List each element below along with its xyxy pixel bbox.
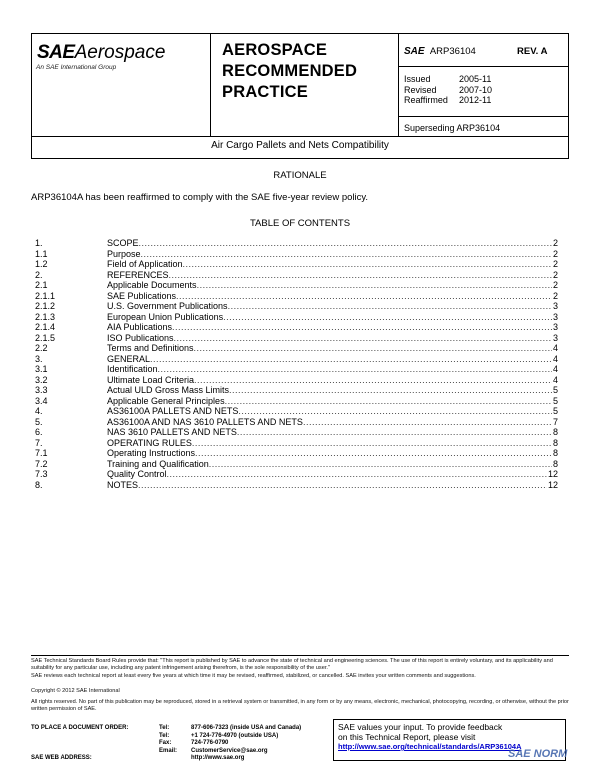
toc-entry-number: 2.1.2 <box>35 301 56 311</box>
toc-entry[interactable] <box>35 249 558 260</box>
toc-entry-page: 8 <box>552 458 558 469</box>
toc-leader-dots <box>141 249 552 260</box>
toc-entry-page: 5 <box>552 395 558 406</box>
toc-entry-number: 7.2 <box>35 458 48 469</box>
toc-leader-dots <box>172 322 552 333</box>
feedback-link[interactable]: http://www.sae.org/technical/standards/ARP36104A <box>338 742 522 751</box>
toc-entry-number: 2. <box>35 269 43 280</box>
document-page: SAEAerospace An SAE International Group AEROSPACE RECOMMENDED PRACTICE SAE ARP36104 REV. A Issued 2005-11 Revised 2007-10 Reaffirmed 2012-11 Superseding ARP36104 Air Cargo Pallets and Nets Compatibility RATIONALE ARP36104A has been reaffirmed to comply with the SAE five-year review policy. TABLE OF CONTENTS 1. SCOPE ..... 2 1.1 Purpose ..... 2 1.2 Field of Application ..... 2 2. REFERENCES ..... 2 2.1 Applicable Documents ..... 2 2.1.1 SAE Publications ..... 2 2.1.2 U.S. Government Publications ..... 3 2.1.3 European Union Publications ..... 3 2.1.4 AIA Publications ..... 3 2.1.5 ISO Publications ..... 3 2.2 Terms and Definitions ..... 4 3. GENERAL ..... 4 3.1 Identification ..... 4 3.2 Ultimate Load Criteria ..... 4 3.3 Actual ULD Gross Mass Limits ..... 5 3.4 Applicable General Principles ..... 5 4. AS36100A PALLETS AND NETS ..... 5 5. AS36100A AND NAS 3610 PALLETS AND NETS ..... 7 6. NAS 3610 PALLETS AND NETS ..... 8 7. OPERATING RULES ..... 8 7.1 Operating Instructions ..... 8 7.2 Training and Qualification ..... 8 7.3 Quality Control ..... 12 8. NOTES ..... 12 SAE Technical Standards Board Rules provide that: "This report is published by SAE to advance the state of technical and engineering sciences. The use of this report is entirely voluntary, and its applicability and suitability for any particular use, including any patent infringement arising therefrom, is the sole responsibility of the user." SAE reviews each technical report at least every five years at which time it may be revised, reaffirmed, stabilized, or cancelled. SAE invites your written comments and suggestions. Copyright © 2012 SAE International All rights reserved. No part of this publication may be reproduced, stored in a retrieval system or transmitted, in any form or by any means, electronic, mechanical, photocopying, recording, or otherwise, without the prior written permission of SAE. TO PLACE A DOCUMENT ORDER: SAE WEB ADDRESS: Tel: 877-606-7323 (inside USA and Canada) Tel: +1 724-776-4970 (outside USA) Fax: 724-776-0790 Email: CustomerService@sae.org http://www.sae.org SAE values your input. To provide feedback on this Technical Report, please visit http://www.sae.org/technical/standards/ARP36104A SAE NORM <box>0 0 600 776</box>
toc-entry-page: 2 <box>552 290 558 301</box>
toc-entry[interactable] <box>35 480 558 491</box>
header-box <box>31 33 569 137</box>
toc-leader-dots <box>176 291 552 302</box>
toc-leader-dots <box>150 354 552 365</box>
toc-leader-dots <box>158 364 552 375</box>
footer-divider <box>31 655 569 656</box>
toc-entry-number: 2.1.1 <box>35 290 56 301</box>
superseding-note: Superseding ARP36104 <box>404 123 501 133</box>
sae-norm-watermark: SAE NORM <box>508 748 568 760</box>
toc-entry[interactable] <box>35 259 558 270</box>
toc-leader-dots <box>194 343 552 354</box>
toc-entry[interactable] <box>35 333 558 344</box>
review-notice: SAE reviews each technical report at least every five years at which time it may be revised, reaffirmed, stabilized, or cancelled. SAE invites your written comments and suggestions. <box>31 673 476 679</box>
toc-entry[interactable] <box>35 448 558 459</box>
toc-entry-number: 2.2 <box>35 343 48 353</box>
toc-entry-title: AS36100A AND NAS 3610 PALLETS AND NETS <box>107 416 303 427</box>
toc-leader-dots <box>174 333 552 344</box>
toc-entry[interactable] <box>35 343 558 354</box>
toc-entry-title: Terms and Definitions <box>107 343 194 353</box>
toc-entry-page: 8 <box>552 427 558 437</box>
toc-entry-title: Identification <box>107 364 158 374</box>
toc-leader-dots <box>228 301 552 312</box>
toc-heading: TABLE OF CONTENTS <box>249 218 351 229</box>
toc-entry-title: Ultimate Load Criteria <box>107 374 195 385</box>
toc-entry-page: 4 <box>552 374 558 385</box>
toc-entry[interactable] <box>35 459 558 470</box>
toc-leader-dots <box>238 406 552 417</box>
toc-entry[interactable] <box>35 301 558 312</box>
toc-entry-number: 1. <box>35 238 43 248</box>
toc-entry-page: 2 <box>552 280 558 290</box>
toc-entry-page: 2 <box>552 259 558 269</box>
toc-entry-number: 2.1.4 <box>35 322 56 332</box>
toc-entry-page: 2 <box>552 269 558 280</box>
toc-entry-title: Training and Qualification <box>107 458 209 469</box>
toc-entry-page: 12 <box>547 479 558 490</box>
sae-aerospace-logo: SAEAerospace <box>37 42 166 63</box>
toc-entry-number: 2.1.3 <box>35 311 56 322</box>
toc-entry[interactable] <box>35 438 558 449</box>
toc-entry-title: ISO Publications <box>107 332 174 343</box>
toc-entry-page: 3 <box>552 322 558 332</box>
toc-entry-title: Actual ULD Gross Mass Limits <box>107 385 230 395</box>
toc-leader-dots <box>169 270 552 281</box>
toc-entry[interactable] <box>35 322 558 333</box>
document-dates: Issued 2005-11 Revised 2007-10 Reaffirmed 2012-11 <box>404 74 493 105</box>
toc-entry-title: Operating Instructions <box>107 448 196 458</box>
toc-leader-dots <box>223 312 552 323</box>
toc-entry-title: Applicable General Principles <box>107 395 225 406</box>
document-type: AEROSPACE RECOMMENDED PRACTICE <box>222 41 358 101</box>
toc-entry[interactable] <box>35 396 558 407</box>
feedback-box: SAE values your input. To provide feedback on this Technical Report, please visit http://www.sae.org/technical/standards/ARP36104A <box>333 719 566 761</box>
toc-leader-dots <box>237 427 552 438</box>
toc-entry[interactable] <box>35 312 558 323</box>
toc-leader-dots <box>139 238 552 249</box>
toc-entry-number: 4. <box>35 406 43 416</box>
toc-entry[interactable] <box>35 469 558 480</box>
toc-entry[interactable] <box>35 280 558 291</box>
toc-entry-title: AIA Publications <box>107 322 173 332</box>
toc-entry[interactable] <box>35 417 558 428</box>
rationale-heading: RATIONALE <box>273 170 327 181</box>
toc-entry-title: SAE Publications <box>107 290 177 301</box>
toc-leader-dots <box>192 438 552 449</box>
toc-entry[interactable] <box>35 270 558 281</box>
toc-entry-title: GENERAL <box>107 353 151 364</box>
toc-entry[interactable] <box>35 427 558 438</box>
toc-entry[interactable] <box>35 364 558 375</box>
table-of-contents <box>35 238 558 490</box>
toc-entry-page: 5 <box>552 385 558 395</box>
revision-label: REV. A <box>517 46 548 57</box>
toc-entry-page: 8 <box>552 437 558 448</box>
toc-entry-page: 2 <box>552 248 558 259</box>
toc-entry-number: 3.2 <box>35 374 48 385</box>
toc-entry-page: 7 <box>552 416 558 427</box>
toc-entry-page: 3 <box>552 332 558 343</box>
toc-leader-dots <box>195 448 552 459</box>
toc-entry[interactable] <box>35 375 558 386</box>
toc-entry-page: 4 <box>552 353 558 364</box>
toc-leader-dots <box>209 459 552 470</box>
toc-entry-title: Applicable Documents <box>107 280 197 290</box>
toc-entry-number: 2.1 <box>35 280 48 290</box>
toc-entry-title: NOTES <box>107 479 139 490</box>
toc-entry-number: 8. <box>35 479 43 490</box>
toc-entry-title: SCOPE <box>107 238 139 248</box>
toc-entry-title: AS36100A PALLETS AND NETS <box>107 406 239 416</box>
toc-entry-number: 7. <box>35 437 43 448</box>
toc-leader-dots <box>194 375 552 386</box>
toc-entry[interactable] <box>35 406 558 417</box>
toc-leader-dots <box>183 259 552 270</box>
toc-entry-number: 3.1 <box>35 364 48 374</box>
toc-entry-title: Purpose <box>107 248 141 259</box>
toc-entry-page: 12 <box>547 469 558 479</box>
toc-entry-title: European Union Publications <box>107 311 224 322</box>
toc-entry-title: OPERATING RULES <box>107 437 192 448</box>
toc-entry-title: REFERENCES <box>107 269 169 280</box>
document-title: Air Cargo Pallets and Nets Compatibility <box>31 136 569 159</box>
toc-entry-page: 3 <box>552 301 558 311</box>
toc-entry-number: 3. <box>35 353 43 364</box>
rights-notice: All rights reserved. No part of this publication may be reproduced, stored in a retrieval system or transmitted, in any form or by any means, electronic, mechanical, photocopying, recording, or otherwise, without the prior written permission of SAE. <box>31 699 569 712</box>
toc-entry-number: 7.1 <box>35 448 48 458</box>
toc-entry-number: 1.2 <box>35 259 48 269</box>
toc-entry-title: Field of Application <box>107 259 183 269</box>
toc-leader-dots <box>229 385 552 396</box>
logo-subtitle: An SAE International Group <box>36 64 117 71</box>
toc-leader-dots <box>138 480 547 491</box>
toc-entry-page: 4 <box>552 364 558 374</box>
toc-leader-dots <box>303 417 552 428</box>
toc-entry-number: 5. <box>35 416 43 427</box>
toc-entry[interactable] <box>35 385 558 396</box>
toc-entry-number: 2.1.5 <box>35 332 56 343</box>
toc-entry[interactable] <box>35 354 558 365</box>
toc-entry-number: 6. <box>35 427 43 437</box>
toc-entry-title: Quality Control <box>107 469 167 479</box>
toc-entry-number: 7.3 <box>35 469 48 479</box>
board-rules-notice: SAE Technical Standards Board Rules provide that: "This report is published by SAE to advance the state of technical and engineering sciences. The use of this report is entirely voluntary, and its applicability and suitability for any particular use, including any patent infringement arising therefrom, is the sole responsibility of the user." <box>31 658 553 671</box>
toc-entry-title: U.S. Government Publications <box>107 301 228 311</box>
toc-entry-page: 4 <box>552 343 558 353</box>
toc-entry-title: NAS 3610 PALLETS AND NETS <box>107 427 237 437</box>
toc-entry-number: 1.1 <box>35 248 48 259</box>
toc-leader-dots <box>225 396 552 407</box>
toc-entry-number: 3.4 <box>35 395 48 406</box>
sae-web-link[interactable]: http://www.sae.org <box>191 755 245 762</box>
toc-entry-number: 3.3 <box>35 385 48 395</box>
document-number: SAE ARP36104 <box>404 46 476 57</box>
toc-entry-page: 5 <box>552 406 558 416</box>
toc-entry-page: 2 <box>552 238 558 248</box>
copyright: Copyright © 2012 SAE International <box>31 688 120 694</box>
toc-entry[interactable] <box>35 238 558 249</box>
toc-entry-page: 8 <box>552 448 558 458</box>
toc-entry-page: 3 <box>552 311 558 322</box>
toc-entry[interactable] <box>35 291 558 302</box>
rationale-text: ARP36104A has been reaffirmed to comply with the SAE five-year review policy. <box>31 192 369 203</box>
toc-leader-dots <box>197 280 552 291</box>
toc-leader-dots <box>167 469 547 480</box>
